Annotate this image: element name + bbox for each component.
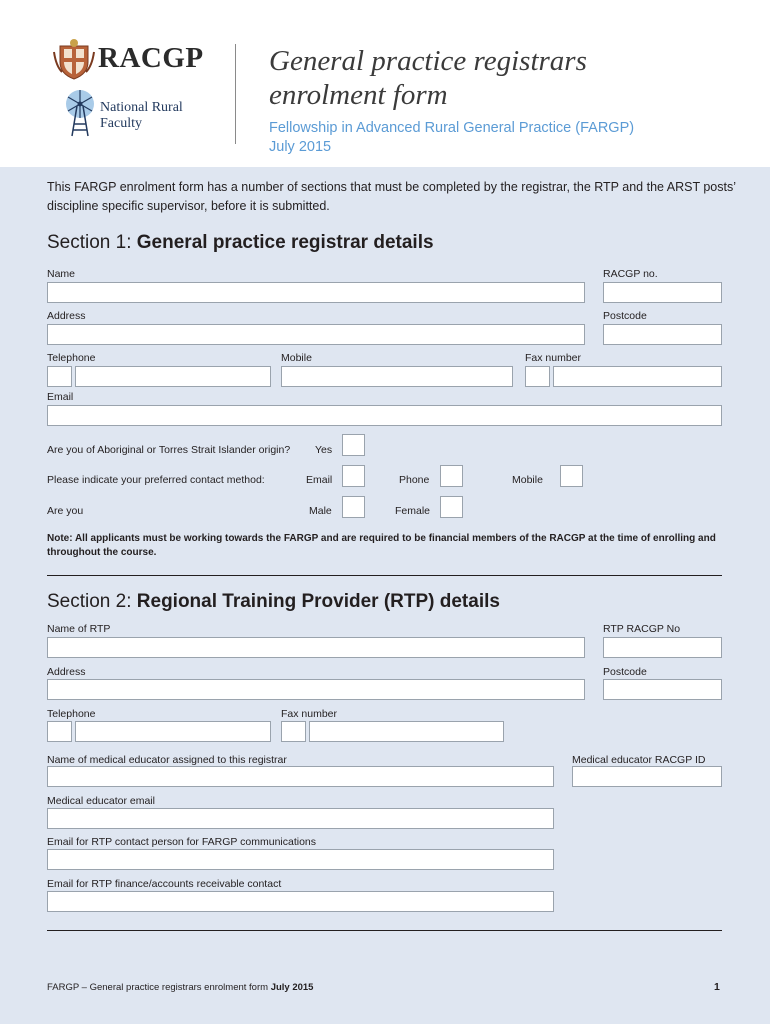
male-checkbox[interactable] [342, 496, 365, 518]
racgp-logo [52, 38, 222, 80]
finance-email-field[interactable] [47, 891, 554, 912]
contact-mobile-label: Mobile [512, 474, 543, 486]
rtp-postcode-label: Postcode [603, 666, 647, 678]
header-divider [235, 44, 236, 144]
contact-phone-label: Phone [399, 474, 430, 486]
fax-area-code-field[interactable] [525, 366, 550, 387]
racgp-no-field[interactable] [603, 282, 722, 303]
rtp-address-label: Address [47, 666, 86, 678]
rtp-telephone-area-code-field[interactable] [47, 721, 72, 742]
fax-field[interactable] [553, 366, 722, 387]
nrf-logo-line2: Faculty [100, 116, 142, 131]
telephone-label: Telephone [47, 352, 96, 364]
email-label: Email [47, 391, 74, 403]
name-label: Name [47, 268, 76, 280]
aboriginal-yes-label: Yes [315, 444, 333, 456]
section-divider-2 [47, 930, 722, 931]
title-line2: enrolment form [269, 79, 448, 111]
educator-id-field[interactable] [572, 766, 722, 787]
section1-title [47, 232, 434, 254]
email-field[interactable] [47, 405, 722, 426]
male-label: Male [309, 505, 332, 517]
contact-email-label: Email [306, 474, 333, 486]
page-header [0, 0, 770, 167]
rtp-postcode-field[interactable] [603, 679, 722, 700]
educator-id-label: Medical educator RACGP ID [572, 754, 706, 766]
racgp-logo-text: RACGP [98, 42, 204, 74]
telephone-area-code-field[interactable] [47, 366, 72, 387]
postcode-field[interactable] [603, 324, 722, 345]
rtp-racgp-field[interactable] [603, 637, 722, 658]
racgp-no-label: RACGP no. [603, 268, 658, 280]
subtitle-line2: July 2015 [269, 139, 332, 155]
finance-email-label: Email for RTP finance/accounts receivable contact [47, 878, 282, 890]
rtp-name-label: Name of RTP [47, 623, 111, 635]
educator-email-field[interactable] [47, 808, 554, 829]
address-label: Address [47, 310, 86, 322]
fax-label: Fax number [525, 352, 582, 364]
contact-question: Please indicate your preferred contact method: [47, 474, 265, 486]
educator-name-field[interactable] [47, 766, 554, 787]
rtp-contact-email-field[interactable] [47, 849, 554, 870]
footer-text-bold: July 2015 [270, 982, 314, 993]
educator-email-label: Medical educator email [47, 795, 155, 807]
mobile-field[interactable] [281, 366, 513, 387]
educator-name-label: Name of medical educator assigned to this registrar [47, 754, 287, 766]
section2-title [47, 591, 500, 613]
name-field[interactable] [47, 282, 585, 303]
rtp-fax-field[interactable] [309, 721, 504, 742]
rtp-name-field[interactable] [47, 637, 585, 658]
footer-text [47, 982, 313, 993]
address-field[interactable] [47, 324, 585, 345]
windmill-icon [60, 88, 100, 138]
postcode-label: Postcode [603, 310, 647, 322]
rtp-racgp-label: RTP RACGP No [603, 623, 681, 635]
membership-note: Note: All applicants must be working towards the FARGP and are required to be financial members of the RACGP at the time of enrolling and throughout the course. [47, 533, 716, 558]
page-number: 1 [714, 981, 720, 993]
nrf-logo [60, 88, 220, 138]
nrf-logo-line1: National Rural [100, 100, 183, 115]
aboriginal-question: Are you of Aboriginal or Torres Strait Islander origin? [47, 444, 291, 456]
section2-title-bold: Regional Training Provider (RTP) details [136, 591, 500, 612]
rtp-telephone-field[interactable] [75, 721, 271, 742]
rtp-fax-area-code-field[interactable] [281, 721, 306, 742]
rtp-contact-email-label: Email for RTP contact person for FARGP communications [47, 836, 317, 848]
section2-title-prefix: Section 2: [47, 591, 137, 612]
contact-email-checkbox[interactable] [342, 465, 365, 487]
rtp-address-field[interactable] [47, 679, 585, 700]
contact-mobile-checkbox[interactable] [560, 465, 583, 487]
contact-phone-checkbox[interactable] [440, 465, 463, 487]
section1-title-prefix: Section 1: [47, 232, 137, 253]
section1-title-bold: General practice registrar details [136, 232, 434, 253]
title-line1: General practice registrars [269, 45, 587, 77]
page-subtitle [269, 119, 749, 157]
rtp-fax-label: Fax number [281, 708, 338, 720]
gender-question: Are you [47, 505, 84, 517]
mobile-label: Mobile [281, 352, 312, 364]
female-label: Female [395, 505, 431, 517]
footer-text-normal: FARGP – General practice registrars enrolment form [47, 982, 271, 993]
page-title [269, 44, 749, 112]
aboriginal-yes-checkbox[interactable] [342, 434, 365, 456]
subtitle-line1: Fellowship in Advanced Rural General Practice (FARGP) [269, 120, 635, 136]
section-divider-1 [47, 575, 722, 576]
rtp-telephone-label: Telephone [47, 708, 96, 720]
racgp-crest-icon [52, 38, 96, 80]
telephone-field[interactable] [75, 366, 271, 387]
female-checkbox[interactable] [440, 496, 463, 518]
nrf-logo-text [100, 100, 183, 132]
intro-text: This FARGP enrolment form has a number of sections that must be completed by the registrar, the RTP and the ARST posts’ discipline specific supervisor, before it is submitted. [47, 180, 736, 213]
